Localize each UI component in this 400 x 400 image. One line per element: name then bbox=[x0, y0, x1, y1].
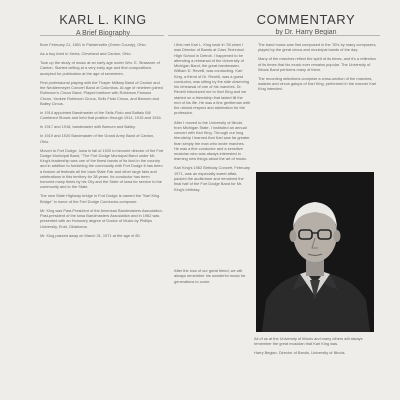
biography-subtitle: A Brief Biography bbox=[75, 29, 131, 37]
commentary-column-right bbox=[258, 42, 378, 96]
commentary-paragraph: All of us at the University of Illinois and many others will always remember the great musician that Karl King was. bbox=[254, 336, 363, 347]
commentary-paragraph: Karl King's 1962 Birthday Concert, February 1971, was an especially sweet affair, packed the auditorium and remained the final half of the Fort Dodge Band for Mr. King's birthday. bbox=[174, 165, 250, 192]
commentary-paragraph: Harry Begian, Director of Bands, University of Illinois. bbox=[254, 350, 346, 356]
biography-paragraph: The new State Highway bridge in Fort Dodge is named the "Karl King Bridge" in honor of the Fort Dodge Conductor-composer. bbox=[40, 193, 160, 204]
commentary-column-left-bottom bbox=[174, 268, 250, 288]
biography-heading bbox=[58, 14, 148, 37]
biography-column bbox=[40, 42, 164, 242]
biography-divider bbox=[40, 35, 164, 36]
portrait-photo bbox=[256, 172, 374, 332]
biography-paragraph: Born February 21, 1891 in Paintersville (Green County), Ohio. bbox=[40, 42, 147, 47]
biography-paragraph: In 1919 and 1920 Bandmaster of the Grand Army Band of Canton, Ohio. bbox=[40, 133, 155, 144]
commentary-divider bbox=[168, 35, 380, 36]
biography-paragraph: First professional playing with the Thayer Military Band of Canton and the Neddermeyer Concert Band of Columbus. At age of nineteen joined Robinson's Circus Band. Played baritone with Robinson Famous Circus, Yankee Robinson Circus, Sells Floto Circus, and Barnum and Bailey Circus. bbox=[40, 79, 163, 106]
commentary-paragraph: Many of the marches reflect the spirit of its times, and it's a reflection of its times that his music ever remains popular. The University of Illinois Band performs many of them. bbox=[258, 56, 376, 72]
biography-title: KARL L. KING bbox=[59, 13, 147, 27]
commentary-column-right-bottom bbox=[254, 336, 374, 359]
commentary-title: COMMENTARY bbox=[256, 12, 356, 27]
biography-paragraph: Mr. King passed away on March 31, 1971 at the age of 80. bbox=[40, 232, 141, 238]
commentary-column-left bbox=[174, 42, 250, 196]
commentary-subtitle: by Dr. Harry Begian bbox=[275, 29, 337, 36]
biography-paragraph: In 1917 and 1918, bandmaster with Barnum and Bailey. bbox=[40, 124, 136, 130]
biography-paragraph: Moved to Fort Dodge, Iowa in fall of 1920 to become director of the Fort Dodge Municipal Band, "The Fort Dodge Municipal Band under Mr. King's leadership was one of the finest bands of its kind in the country and in addition to furnishing the community with Fort Dodge it has been a feature at festivals all the Iowa State Fair and other large fairs and celebrations in this territory for 38 years. Its conductor has been honored many times by his City and the State of Iowa for service to the community and to the State. bbox=[40, 147, 164, 190]
commentary-paragraph: I first met Karl L. King back in '35 when I was Director of Bands at Cass Technical High School in Detroit. I happened to be attending a rehearsal of the University of Michigan Band, the great bandmaster, William D. Revelli, was conducting. Karl King, a friend of Dr. Revelli, was a guest conductor, was sitting by the side observing his rehearsal of one of his marches. Dr. Revelli introduced me to Karl King and we started on a friendship that lasted till the end of his life. He was a fine gentleman with the utmost respect and admiration for the profession. bbox=[174, 42, 250, 116]
biography-paragraph: As a boy lived in Xenia, Cleveland and Canton, Ohio. bbox=[40, 51, 132, 57]
commentary-paragraph: The band music was first composed in the '30's by many composers, played by the great circus and municipal bands of the day. bbox=[258, 42, 377, 53]
commentary-paragraph: After I moved to the University of Illinois from Michigan State, I instituted an annual concert with Karl King. Through our long friendship I learned that Karl was far greater than simply the man who wrote marches. He was a fine conductor and a sensitive musician who was always interested in learning new things about the art of music. bbox=[174, 119, 250, 162]
biography-paragraph: Took up the study of music at an early age under Wm. E. Strassner of Canton. Started writing at a very early age and first compositions accepted for publication at the age of seventeen. bbox=[40, 60, 160, 76]
biography-paragraph: In 1914 appointed Bandmaster of the Sells-Floto and Buffalo Bill Combined Shows and held that position through 1914, 1915 and 1916. bbox=[40, 109, 162, 121]
commentary-heading bbox=[246, 13, 366, 36]
biography-paragraph: Mr. King was Past-President of the American Bandmasters Association. Past-president of the Iowa Bandmasters Association and in 1962 was presented with an Honorary degree of Doctor of Music by Phillips University, Enid, Oklahoma. bbox=[40, 207, 163, 229]
commentary-paragraph: After the loss of our great friend, we will always remember his wonderful music for generations to come. bbox=[174, 268, 246, 284]
portrait-illustration bbox=[256, 172, 374, 332]
commentary-paragraph: The recording selections comprise a cross-section of the marches, waltzes and circus galops of Karl King, performed in the manner Karl King intended. bbox=[258, 75, 377, 92]
